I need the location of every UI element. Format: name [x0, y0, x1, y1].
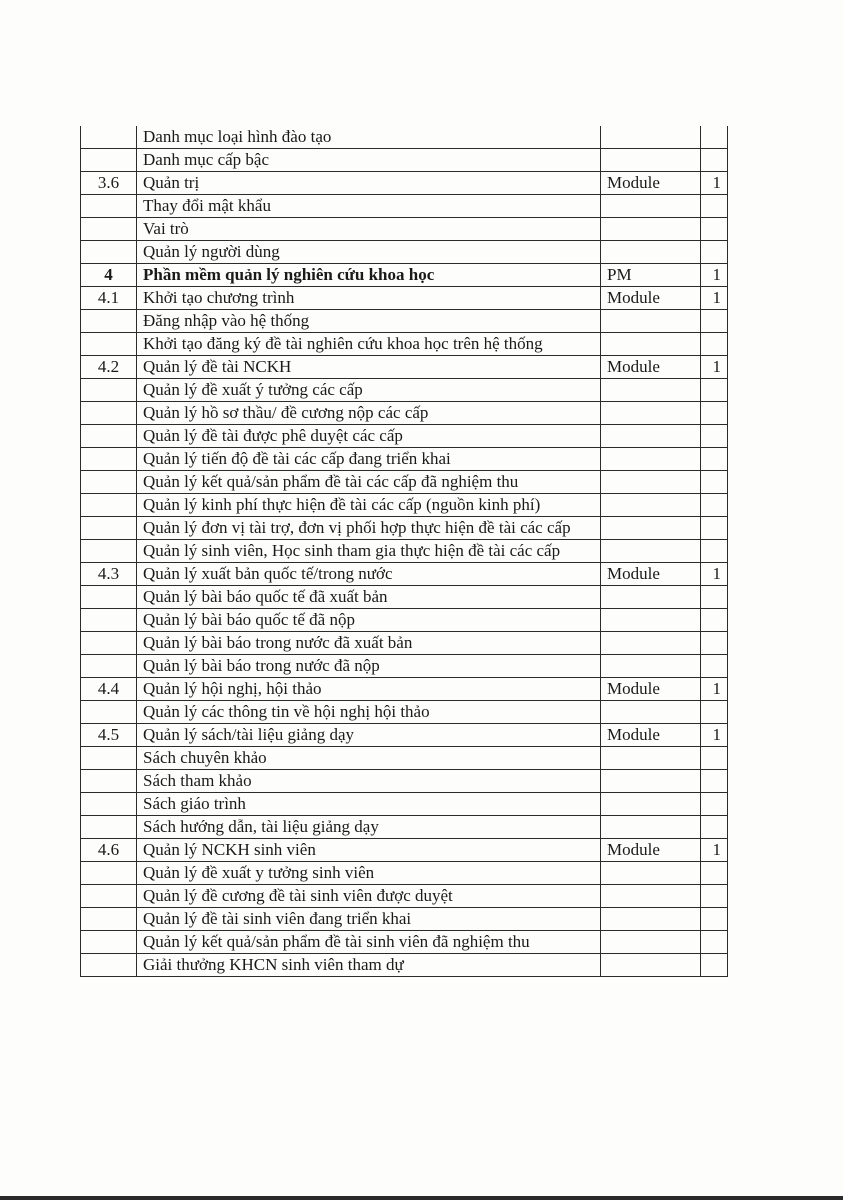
page-bottom-edge	[0, 1196, 843, 1200]
row-unit-cell	[601, 333, 701, 356]
row-name-cell: Quản lý bài báo trong nước đã nộp	[137, 655, 601, 678]
row-quantity-cell	[701, 609, 728, 632]
row-number-cell: 4.1	[81, 287, 137, 310]
table-row	[81, 540, 728, 563]
row-quantity-cell: 1	[701, 172, 728, 195]
row-name-cell: Quản lý tiến độ đề tài các cấp đang triển khai	[137, 448, 601, 471]
row-unit-cell	[601, 494, 701, 517]
row-number-cell	[81, 586, 137, 609]
table-row	[81, 333, 728, 356]
row-unit-cell	[601, 149, 701, 172]
table-row	[81, 310, 728, 333]
row-name-cell: Giải thưởng KHCN sinh viên tham dự	[137, 954, 601, 977]
table-row	[81, 747, 728, 770]
row-number-cell	[81, 862, 137, 885]
row-number-cell: 4.3	[81, 563, 137, 586]
row-quantity-cell	[701, 310, 728, 333]
row-name-cell: Quản lý hồ sơ thầu/ đề cương nộp các cấp	[137, 402, 601, 425]
row-number-cell	[81, 195, 137, 218]
row-unit-cell	[601, 793, 701, 816]
row-unit-cell	[601, 770, 701, 793]
row-unit-cell: PM	[601, 264, 701, 287]
row-quantity-cell	[701, 218, 728, 241]
row-quantity-cell: 1	[701, 839, 728, 862]
row-number-cell: 3.6	[81, 172, 137, 195]
row-quantity-cell	[701, 885, 728, 908]
table-row	[81, 241, 728, 264]
row-quantity-cell	[701, 517, 728, 540]
row-number-cell	[81, 816, 137, 839]
row-quantity-cell	[701, 448, 728, 471]
row-name-cell: Sách chuyên khảo	[137, 747, 601, 770]
row-unit-cell	[601, 195, 701, 218]
row-name-cell: Quản lý đề xuất ý tưởng các cấp	[137, 379, 601, 402]
row-quantity-cell	[701, 908, 728, 931]
row-number-cell	[81, 402, 137, 425]
table-row	[81, 471, 728, 494]
row-unit-cell: Module	[601, 356, 701, 379]
row-quantity-cell	[701, 931, 728, 954]
row-name-cell: Thay đổi mật khẩu	[137, 195, 601, 218]
row-unit-cell	[601, 701, 701, 724]
row-unit-cell	[601, 402, 701, 425]
row-name-cell: Đăng nhập vào hệ thống	[137, 310, 601, 333]
row-number-cell	[81, 770, 137, 793]
table-row	[81, 379, 728, 402]
table-row	[81, 402, 728, 425]
row-name-cell: Quản trị	[137, 172, 601, 195]
row-name-cell: Sách hướng dẫn, tài liệu giảng dạy	[137, 816, 601, 839]
row-name-cell: Quản lý đề tài NCKH	[137, 356, 601, 379]
row-number-cell: 4	[81, 264, 137, 287]
row-number-cell	[81, 494, 137, 517]
row-name-cell: Quản lý đề cương đề tài sinh viên được duyệt	[137, 885, 601, 908]
row-name-cell: Quản lý kết quả/sản phẩm đề tài các cấp đã nghiệm thu	[137, 471, 601, 494]
row-number-cell	[81, 517, 137, 540]
row-name-cell: Quản lý bài báo trong nước đã xuất bản	[137, 632, 601, 655]
row-name-cell: Vai trò	[137, 218, 601, 241]
row-unit-cell	[601, 425, 701, 448]
row-name-cell: Quản lý xuất bản quốc tế/trong nước	[137, 563, 601, 586]
row-quantity-cell	[701, 655, 728, 678]
row-quantity-cell	[701, 954, 728, 977]
table-row	[81, 218, 728, 241]
row-name-cell: Quản lý bài báo quốc tế đã nộp	[137, 609, 601, 632]
row-name-cell: Phần mềm quản lý nghiên cứu khoa học	[137, 264, 601, 287]
row-name-cell: Khởi tạo đăng ký đề tài nghiên cứu khoa học trên hệ thống	[137, 333, 601, 356]
table-row	[81, 793, 728, 816]
row-number-cell	[81, 793, 137, 816]
row-name-cell: Quản lý các thông tin về hội nghị hội thảo	[137, 701, 601, 724]
row-unit-cell: Module	[601, 563, 701, 586]
row-quantity-cell: 1	[701, 724, 728, 747]
row-quantity-cell: 1	[701, 264, 728, 287]
table-row	[81, 908, 728, 931]
row-quantity-cell	[701, 195, 728, 218]
row-unit-cell	[601, 241, 701, 264]
table-row	[81, 172, 728, 195]
row-name-cell: Quản lý sinh viên, Học sinh tham gia thực hiện đề tài các cấp	[137, 540, 601, 563]
row-name-cell: Sách tham khảo	[137, 770, 601, 793]
row-number-cell: 4.5	[81, 724, 137, 747]
row-unit-cell	[601, 747, 701, 770]
row-quantity-cell	[701, 816, 728, 839]
table-row	[81, 724, 728, 747]
table-row	[81, 356, 728, 379]
row-number-cell	[81, 310, 137, 333]
row-name-cell: Quản lý NCKH sinh viên	[137, 839, 601, 862]
row-name-cell: Quản lý kinh phí thực hiện đề tài các cấp (nguồn kinh phí)	[137, 494, 601, 517]
row-number-cell	[81, 632, 137, 655]
row-name-cell: Quản lý hội nghị, hội thảo	[137, 678, 601, 701]
row-name-cell: Quản lý kết quả/sản phẩm đề tài sinh viên đã nghiệm thu	[137, 931, 601, 954]
row-unit-cell: Module	[601, 678, 701, 701]
table-row	[81, 632, 728, 655]
row-name-cell: Sách giáo trình	[137, 793, 601, 816]
table-row	[81, 770, 728, 793]
row-unit-cell	[601, 862, 701, 885]
row-quantity-cell	[701, 770, 728, 793]
row-unit-cell	[601, 632, 701, 655]
row-number-cell	[81, 655, 137, 678]
row-quantity-cell: 1	[701, 563, 728, 586]
row-number-cell	[81, 908, 137, 931]
row-unit-cell: Module	[601, 724, 701, 747]
row-quantity-cell	[701, 747, 728, 770]
row-quantity-cell	[701, 126, 728, 149]
row-name-cell: Quản lý người dùng	[137, 241, 601, 264]
row-quantity-cell	[701, 425, 728, 448]
row-quantity-cell: 1	[701, 287, 728, 310]
row-number-cell	[81, 931, 137, 954]
row-name-cell: Danh mục cấp bậc	[137, 149, 601, 172]
row-number-cell	[81, 379, 137, 402]
row-number-cell: 4.4	[81, 678, 137, 701]
row-unit-cell	[601, 517, 701, 540]
table-row	[81, 149, 728, 172]
row-quantity-cell	[701, 540, 728, 563]
table-row	[81, 954, 728, 977]
row-unit-cell	[601, 471, 701, 494]
table-row	[81, 678, 728, 701]
row-name-cell: Khởi tạo chương trình	[137, 287, 601, 310]
table-row	[81, 563, 728, 586]
row-unit-cell	[601, 931, 701, 954]
row-number-cell	[81, 425, 137, 448]
row-name-cell: Quản lý bài báo quốc tế đã xuất bản	[137, 586, 601, 609]
row-unit-cell	[601, 954, 701, 977]
row-quantity-cell	[701, 586, 728, 609]
table-row	[81, 609, 728, 632]
row-quantity-cell	[701, 632, 728, 655]
row-name-cell: Quản lý đề xuất y tưởng sinh viên	[137, 862, 601, 885]
row-number-cell: 4.6	[81, 839, 137, 862]
row-number-cell	[81, 448, 137, 471]
table-row	[81, 839, 728, 862]
table-row	[81, 586, 728, 609]
row-number-cell	[81, 218, 137, 241]
table-row	[81, 264, 728, 287]
row-name-cell: Quản lý sách/tài liệu giảng dạy	[137, 724, 601, 747]
row-unit-cell	[601, 885, 701, 908]
row-number-cell	[81, 954, 137, 977]
table-row	[81, 816, 728, 839]
requirements-table-body	[81, 126, 728, 977]
table-row	[81, 701, 728, 724]
requirements-table	[80, 126, 728, 977]
row-number-cell: 4.2	[81, 356, 137, 379]
table-row	[81, 448, 728, 471]
row-number-cell	[81, 540, 137, 563]
row-number-cell	[81, 701, 137, 724]
row-number-cell	[81, 747, 137, 770]
table-row	[81, 862, 728, 885]
row-quantity-cell	[701, 862, 728, 885]
row-quantity-cell	[701, 149, 728, 172]
row-unit-cell	[601, 586, 701, 609]
row-quantity-cell	[701, 793, 728, 816]
row-number-cell	[81, 241, 137, 264]
table-row	[81, 195, 728, 218]
row-number-cell	[81, 885, 137, 908]
row-number-cell	[81, 471, 137, 494]
row-number-cell	[81, 333, 137, 356]
row-quantity-cell: 1	[701, 356, 728, 379]
table-row	[81, 494, 728, 517]
table-row	[81, 425, 728, 448]
table-row	[81, 931, 728, 954]
row-quantity-cell	[701, 701, 728, 724]
row-quantity-cell	[701, 402, 728, 425]
row-number-cell	[81, 609, 137, 632]
row-unit-cell	[601, 448, 701, 471]
row-unit-cell	[601, 218, 701, 241]
table-row	[81, 126, 728, 149]
row-unit-cell	[601, 908, 701, 931]
row-unit-cell	[601, 655, 701, 678]
row-unit-cell	[601, 609, 701, 632]
row-name-cell: Danh mục loại hình đào tạo	[137, 126, 601, 149]
row-unit-cell: Module	[601, 839, 701, 862]
row-name-cell: Quản lý đề tài được phê duyệt các cấp	[137, 425, 601, 448]
row-unit-cell	[601, 310, 701, 333]
row-quantity-cell: 1	[701, 678, 728, 701]
row-unit-cell: Module	[601, 287, 701, 310]
row-unit-cell	[601, 379, 701, 402]
row-name-cell: Quản lý đơn vị tài trợ, đơn vị phối hợp thực hiện đề tài các cấp	[137, 517, 601, 540]
table-row	[81, 287, 728, 310]
row-name-cell: Quản lý đề tài sinh viên đang triển khai	[137, 908, 601, 931]
row-unit-cell	[601, 126, 701, 149]
row-number-cell	[81, 149, 137, 172]
table-row	[81, 885, 728, 908]
row-quantity-cell	[701, 494, 728, 517]
table-row	[81, 655, 728, 678]
row-quantity-cell	[701, 471, 728, 494]
row-quantity-cell	[701, 241, 728, 264]
table-row	[81, 517, 728, 540]
row-unit-cell	[601, 816, 701, 839]
row-quantity-cell	[701, 333, 728, 356]
row-unit-cell	[601, 540, 701, 563]
row-quantity-cell	[701, 379, 728, 402]
row-unit-cell: Module	[601, 172, 701, 195]
row-number-cell	[81, 126, 137, 149]
